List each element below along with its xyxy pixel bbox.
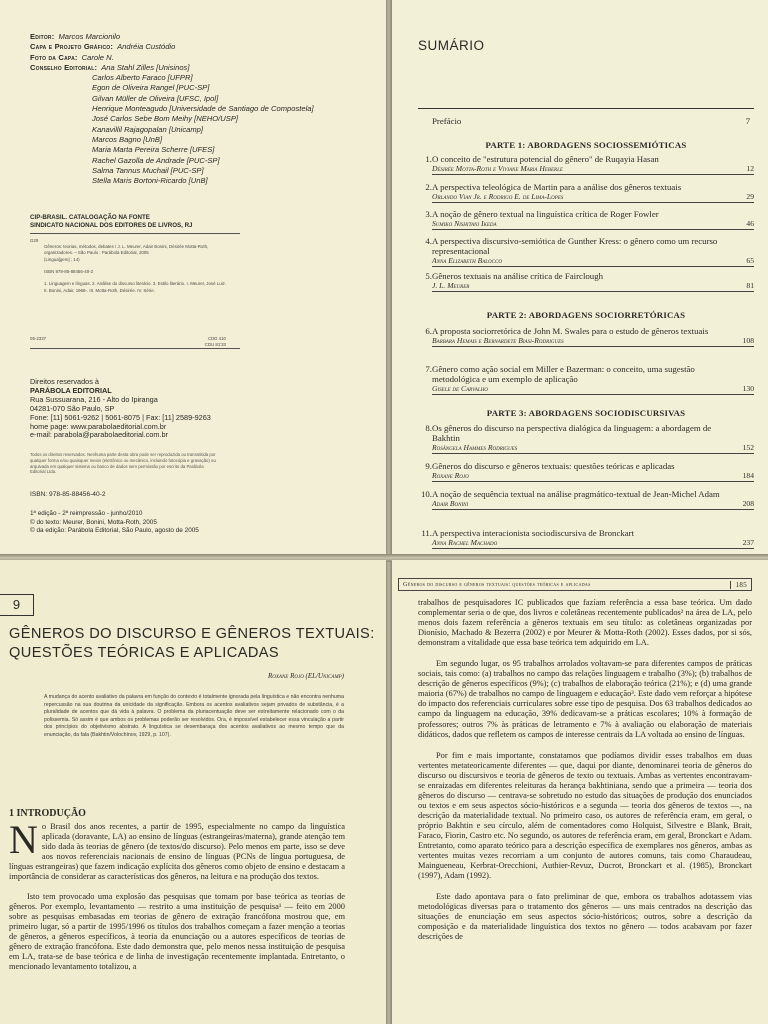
entry-number: 11. [421, 528, 432, 538]
entry-number: 6. [425, 326, 432, 336]
board-member: Carlos Alberto Faraco [UFPR] [92, 73, 193, 83]
chapter-author: Roxane Rojo (EL/Unicamp) [267, 672, 344, 680]
cover-name: Andréia Custódio [117, 42, 176, 52]
board-member: Rachel Gazolla de Andrade [PUC-SP] [92, 155, 220, 165]
entry-title: A perspectiva teleológica de Martin para a análise dos gêneros textuais [432, 182, 682, 192]
chapter-title-line: QUESTÕES TEÓRICAS E APLICADAS [9, 645, 280, 661]
credits-block [30, 32, 360, 186]
entry-author: Désirée Motta-Roth e Viviane Maria Heberle [432, 164, 563, 173]
isbn-text: ISBN: 978-85-88456-40-2 [30, 491, 106, 498]
entry-title: Gêneros textuais na análise crítica de Fairclough [432, 271, 603, 281]
entry-number: 4. [425, 236, 432, 246]
toc-title: SUMÁRIO [418, 38, 485, 53]
section-heading: 1 INTRODUÇÃO [9, 808, 86, 819]
entry-title: A noção de gênero textual na linguística crítica de Roger Fowler [432, 209, 659, 219]
body-paragraph: o Brasil dos anos recentes, a partir de 1995, especialmente no campo da linguística aplicada (doravante, LA) ao ensino de línguas (estrangeiras/materna), grande atenção tem sido dada às teorias de gênero (de textos/do discurso). Pelo menos em parte, isso se deve aos novos referenciais nacionais de ensino de línguas (PCNs de língua portuguesa, de línguas estrangeiras) que fazem indicação explícita dos gêneros como objeto de ensino e destacam a importância de considerar as características dos gêneros, na leitura e na produção dos textos. [9, 822, 345, 881]
entry-page: 184 [742, 471, 754, 480]
toc-part-heading: PARTE 2: ABORDAGENS SOCIORRETÓRICAS [486, 310, 686, 320]
toc-entry [418, 209, 754, 230]
board-member: José Carlos Sebe Bom Meihy [NEHO/USP] [92, 114, 239, 124]
address-line: 04281-070 São Paulo, SP [30, 403, 115, 413]
chapter-number: 9 [0, 594, 34, 616]
edition-line: © da edição: Parábola Editorial, São Paulo, agosto de 2005 [30, 527, 199, 534]
entry-page: 108 [742, 336, 754, 345]
entry-number: 7. [425, 364, 432, 374]
entry-author: Sumiko Nishitani Ikeda [432, 219, 497, 228]
cip-divider [30, 348, 240, 349]
board-member: Salma Tannus Muchail [PUC-SP] [92, 165, 204, 175]
entry-title: Gênero como ação social em Miller e Bazerman: o conceito, uma sugestão metodológica e um exemplo de aplicação [432, 364, 695, 384]
entry-author: Anna Elizabeth Balocco [432, 256, 502, 265]
chapter-title-line: GÊNEROS DO DISCURSO E GÊNEROS TEXTUAIS: [9, 626, 375, 642]
cip-classification [205, 336, 226, 348]
body-paragraph: trabalhos de pesquisadores IC publicados que fazíam referência a essa base teórica. Um dado complementar seria o de que, dos livros e coletâneas recentemente publicados² na área de LA, pelo menos dois fazem referência a gêneros textuais em seu título: as coletâneas organizadas por Dionísio, Machado & Bezerra (2002) e por Meurer & Motta-Roth (2002). Esses dados, por si sós, demonstram a vitalidade que essa base teórica tem adquirido em LA. [418, 598, 752, 648]
cip-cdu: CDU 81'33 [204, 342, 226, 348]
entry-page: 65 [746, 256, 754, 265]
entry-author: Barbara Hemais e Bernardete Biasi-Rodrigues [432, 336, 564, 345]
entry-number: 5. [425, 271, 432, 281]
cip-subtitle: SINDICATO NACIONAL DOS EDITORES DE LIVROS, RJ [30, 222, 193, 229]
board-member: Marcos Bagno [UnB] [92, 134, 163, 144]
legal-notice: Todos os direitos reservados. Nenhuma parte desta obra pode ser reproduzida ou transmitida por qualquer forma e/ou quaisquer meios (eletrônico ou mecânico, incluindo fotocópia e gravação) ou arquivada em qualquer sistema ou banco de dados sem permissão por escrito da Parábola Editorial Ltda. [30, 452, 216, 475]
editor-label: Editor: [30, 32, 55, 41]
editor-name: Marcos Marcionilo [58, 32, 121, 41]
entry-title: O conceito de "estrutura potencial do gênero" de Ruqayia Hasan [432, 154, 659, 164]
toc-entry [418, 154, 754, 175]
preface-page: 7 [745, 116, 750, 126]
cip-line: organizadores. – São Paulo : Parábola Editorial, 2005 [44, 250, 149, 256]
cip-heading [30, 214, 360, 230]
entry-author: Anna Rachel Machado [432, 538, 498, 547]
entry-page: 152 [742, 443, 754, 452]
cip-number: 05-2337 [30, 336, 47, 341]
toc-entry [418, 236, 754, 267]
text-page-185 [392, 560, 768, 1024]
cip-record [30, 238, 330, 294]
entry-author: J. L. Meurer [432, 281, 470, 290]
cip-line: II. Bonini, Adair, 1968-. III. Motta-Roth, Désirée. IV. Série. [44, 287, 155, 293]
toc-entry [418, 182, 754, 203]
edition-info [30, 510, 330, 536]
entry-page: 29 [746, 192, 754, 201]
cover-label: Capa e Projeto Gráfico: [30, 42, 114, 52]
credits-page [0, 0, 386, 556]
entry-page: 237 [742, 538, 754, 547]
toc-entry [418, 271, 754, 292]
page-number: 185 [730, 581, 747, 589]
entry-number: 2. [425, 182, 432, 192]
cip-cdd: CDD 410 [207, 336, 226, 341]
entry-page: 208 [742, 499, 754, 508]
cip-line: (Lingua[gem] ; 14) [44, 256, 80, 262]
edition-line: © do texto: Meurer, Bonini, Motta-Roth, 2005 [30, 518, 157, 526]
drop-cap: N [9, 817, 38, 862]
board-member: Stella Maris Bortoni-Ricardo [UnB] [92, 176, 208, 186]
running-head-title: Gêneros do discurso e gêneros textuais: questões teóricas e aplicadas [403, 581, 591, 588]
cip-divider [30, 233, 240, 234]
photo-name: Carole N. [81, 52, 114, 62]
photo-label: Foto da Capa: [30, 52, 78, 62]
toc-entry [418, 489, 754, 510]
cip-line: 1. Linguagem e línguas. 2. Análise do discurso literário. 3. Estilo literário. I. Meurer, José Luiz. [44, 281, 227, 287]
body-paragraph: Este dado apontava para o fato preliminar de que, embora os trabalhos adotassem vias metodológicas diversas para o tratamento dos gêneros — uns mais centrados na descrição das situações de enunciação em seus aspectos sócio-históricos; outros, sobre a descrição da composição e da materialidade linguística dos textos no gênero — todos acabavam por fazer descrições de [418, 892, 752, 942]
toc-part-heading: PARTE 3: ABORDAGENS SOCIODISCURSIVAS [486, 408, 686, 418]
chapter-title [9, 625, 379, 663]
board-member: Gilvan Müller de Oliveira [UFSC, Ipol] [92, 93, 219, 103]
board-member: Kanavillil Rajagopalan [Unicamp] [92, 124, 204, 134]
cip-title: CIP-BRASIL. CATALOGAÇÃO NA FONTE [30, 214, 150, 221]
epigraph: A mudança do acento avaliativo da palavra em função do contexto é totalmente ignorada pela linguística e não encontra nenhuma repercussão na sua doutrina da unicidade da significação. Embora os acentos avaliativos sejam privados de substância, é a pluralidade de acentos que dá vida à palavra. O problema da pluriacentuação deve ser estreitamente relacionado com o da polissemia. Só assim é que ambos os problemas poderão ser resolvidos. Ora, é impossível estabelecer essa vinculação a partir dos princípios do objetivismo abstrato. A linguística se desembaraça dos acentos avaliativos ao mesmo tempo que da enunciação, da fala (Bakhtin/Volochínov, 1929, p. 107). [44, 694, 344, 738]
chapter-body [9, 817, 345, 982]
board-member: Ana Stahl Zilles [Unisinos] [101, 62, 190, 72]
entry-page: 12 [746, 164, 754, 173]
entry-page: 46 [746, 219, 754, 228]
publisher-block [30, 378, 350, 440]
entry-number: 3. [425, 209, 432, 219]
cip-code: G29 [30, 238, 39, 243]
address-line: Fone: [11] 5061-9262 | 5061-8075 | Fax: [11] 2589-9263 [30, 412, 211, 422]
homepage-line: home page: www.parabolaeditorial.com.br [30, 421, 167, 431]
running-head [398, 578, 752, 591]
entry-title: A noção de sequência textual na análise pragmático-textual de Jean-Michel Adam [432, 489, 720, 499]
entry-author: Roxane Rojo [432, 471, 469, 480]
entry-title: A perspectiva discursivo-semiótica de Gunther Kress: o gênero como um recurso representacional [432, 236, 718, 256]
toc-entry [418, 423, 754, 454]
entry-author: Gisele de Carvalho [432, 384, 488, 393]
toc-divider [418, 108, 754, 109]
toc-part-heading: PARTE 1: ABORDAGENS SOCIOSSEMIÓTICAS [485, 140, 687, 150]
toc-entry [418, 528, 754, 549]
board-member: Henrique Monteagudo [Universidade de Santiago de Compostela] [92, 104, 314, 114]
board-member: Maria Marta Pereira Scherre [UFES] [92, 145, 215, 155]
board-label: Conselho Editorial: [30, 62, 98, 72]
entry-title: Os gêneros do discurso na perspectiva dialógica da linguagem: a abordagem de Bakhtin [432, 423, 712, 443]
rights-text: Direitos reservados à [30, 377, 99, 386]
entry-number: 10. [421, 489, 432, 499]
contents-page [392, 0, 768, 556]
toc-entry [418, 364, 754, 395]
edition-line: 1ª edição - 2ª reimpressão - junho/2010 [30, 510, 143, 517]
body-paragraph: Isto tem provocado uma explosão das pesquisas que tomam por base teórica as teorias de gêneros. Por exemplo, levantamento — restrito a uma instituição de pesquisa¹ — feito em 2000 sobre as pesquisas embasadas em teorias de gênero de extração francófona mostrou que, em primeiro lugar, só a partir de 1995/1996 os títulos dos trabalhos começam a fazer menção a teorias de gêneros, a gêneros específicos, à teoria da enunciação ou a autores específicos de teorias de gênero de extração francófona. Este dado demonstra que, pelo menos nessa instituição de pesquisa em LA, trata-se de base teórica e de linha de investigação recentemente implantada. Entretanto, o mencionado levantamento totalizou, a [9, 892, 345, 971]
toc-preface-row [432, 116, 750, 126]
entry-number: 8. [425, 423, 432, 433]
entry-title: Gêneros do discurso e gêneros textuais: questões teóricas e aplicadas [432, 461, 675, 471]
entry-number: 9. [425, 461, 432, 471]
entry-author: Rosângela Hammes Rodrigues [432, 443, 518, 452]
entry-number: 1. [425, 154, 432, 164]
email-line: e-mail: parabola@parabolaeditorial.com.br [30, 430, 169, 440]
entry-page: 81 [746, 281, 754, 290]
toc-entry [418, 326, 754, 347]
page-body [418, 598, 752, 953]
board-member: Egon de Oliveira Rangel [PUC-SP] [92, 83, 210, 93]
cip-line: Gêneros: teorias, métodos, debates / J. L. Meurer, Adair Bonini, Désirée Motta-Roth, [44, 244, 209, 250]
address-line: Rua Sussuarana, 216 - Alto do Ipiranga [30, 394, 158, 404]
chapter-opening-page [0, 560, 386, 1024]
preface-label: Prefácio [432, 116, 462, 126]
body-paragraph: Em segundo lugar, os 95 trabalhos arrolados voltavam-se para diferentes campos de práticas sociais, tais como: (a) trabalhos no campo das relações linguagem e trabalho (3%); (b) trabalhos de descrição de gêneros específicos (9%); (c) trabalhos de elaboração teórica (21%); e (d) uma grande maioria (67%) de trabalhos no campo de linguagem e educação³. Este dado vem reforçar a hipótese do impacto dos referenciais curriculares sobre esse tipo de pesquisa. Dos 63 trabalhos dedicados ao campo da linguagem na educação, 39% dedicavam-se a práticas escolares; 10% à formação de professores; outros 7% às práticas de letramento e 7% à avaliação ou elaboração de materiais didáticos, dados que refletem os campos de interesse centrais da LA voltada ao ensino de línguas. [418, 659, 752, 739]
entry-title: A proposta sociorretórica de John M. Swales para o estudo de gêneros textuais [432, 326, 709, 336]
entry-author: Orlando Vian Jr. e Rodrigo E. de Lima-Lopes [432, 192, 564, 201]
entry-title: A perspectiva interacionista sociodiscursiva de Bronckart [432, 528, 635, 538]
cip-line: ISBN 978-85-88456-40-2 [44, 269, 94, 275]
entry-page: 130 [742, 384, 754, 393]
entry-author: Adair Bonini [432, 499, 469, 508]
publisher-name: PARÁBOLA EDITORIAL [30, 385, 112, 395]
body-paragraph: Por fim e mais importante, constatamos que podíamos dividir esses trabalhos em duas vertentes metateoricamente diferentes — que, daqui por diante, denominarei teoria de gêneros do discurso ou discursivos e teoria de gêneros de texto ou textuais. Ambas as vertentes encontravam-se enraizadas em diferentes releituras da herança bakhtiniana, sendo que a primeira — teoria dos gêneros do discurso — centrava-se sobretudo no estudo das situações de produção dos enunciados ou textos e em seus aspectos sócio-históricos e a segunda — teoria dos gêneros de textos —, na descrição da materialidade textual. No primeiro caso, os autores de referência eram, em geral, o próprio Bakhtin e seu círculo, além de comentadores como Holquist, Silvestre e Blank, Brait, Faraco, Fiorin, Castro etc. No segundo, os autores de referência eram, em geral, Bronckart e Adam. Entretanto, como aparato teórico para a descrição específica de exemplares nos gêneros, ambas as vertentes muitas vezes recorriam a um conjunto de autores comuns, tais como Charaudeau, Maingueneau, Kerbrat-Orecchioni, Authier-Revuz, Ducrot, Bronckart et al. (1985), Bronckart (1997), Adam (1992). [418, 750, 752, 881]
toc-entry [418, 461, 754, 482]
